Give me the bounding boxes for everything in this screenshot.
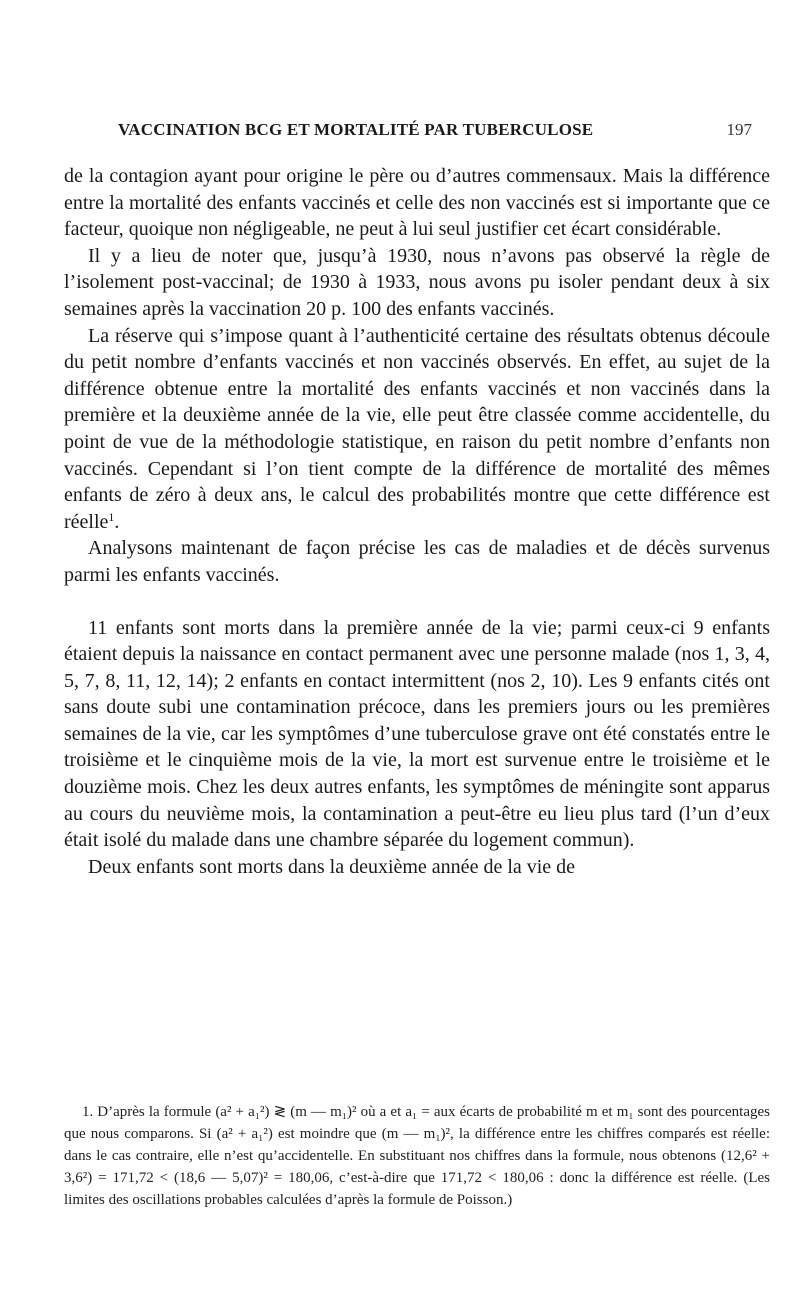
running-title: VACCINATION BCG ET MORTALITÉ PAR TUBERCULOSE bbox=[118, 120, 594, 139]
paragraph-analysis: Analysons maintenant de façon précise les cas de maladies et de décès survenus parmi les enfants vaccinés. bbox=[64, 537, 770, 586]
running-header bbox=[118, 120, 752, 144]
footnote-text: D’après la formule (a² + a₁²) ≷ (m — m₁)² où a et a₁ = aux écarts de probabilité m et m₁ sont des pourcentages que nous comparons. Si (a² + a₁²) est moindre que (m — m₁)², la différence entre les chiffres comparés est réelle: dans le cas contraire, elle n’est qu’accidentelle. En substituant nos chiffres dans la formule, nous obtenons (12,6² + 3,6²) = 171,72 < (18,6 — 5,07)² = 180,06, c’est-à-dire que 171,72 < 180,06 : donc la différence est réelle. (Les limites des oscillations probables calculées d’après la formule de Poisson.) bbox=[64, 1104, 770, 1208]
footnote-number: 1. bbox=[82, 1104, 94, 1120]
paragraph-second-year-deaths: Deux enfants sont morts dans la deuxième année de la vie de bbox=[88, 855, 576, 878]
footnote-reference: 1 bbox=[108, 509, 115, 524]
paragraph-continued: de la contagion ayant pour origine le père ou d’autres commensaux. Mais la différence entre la mortalité des enfants vaccinés et celle des non vaccinés est si importante que ce facteur, quoique non négligeable, ne peut à lui seul justifier cet écart considérable. bbox=[64, 165, 770, 241]
paragraph-reservation-text: La réserve qui s’impose quant à l’authenticité certaine des résultats obtenus découle du petit nombre d’enfants vaccinés et non vaccinés observés. En effet, au sujet de la différence obtenue entre la mortalité des enfants vaccinés et non vaccinés dans la première et la deuxième année de la vie, elle peut être classée comme accidentelle, du point de vue de la méthodologie statistique, en raison du petit nombre d’enfants non vaccinés. Cependant si l’on tient compte de la différence de mortalité des mêmes enfants de zéro à deux ans, le calcul des probabilités montre que cette différence est réelle bbox=[64, 324, 770, 533]
paragraph-first-year-deaths: 11 enfants sont morts dans la première année de la vie; parmi ceux-ci 9 enfants étaient depuis la naissance en contact permanent avec une personne malade (nos 1, 3, 4, 5, 7, 8, 11, 12, 14); 2 enfants en contact intermittent (nos 2, 10). Les 9 enfants cités ont sans doute subi une contamination précoce, dans les premiers jours ou les premières semaines de la vie, car les symptômes d’une tuberculose grave ont été constatés entre le troisième et le cinquième mois de la vie, la mort est survenue entre le troisième et le douzième mois. Chez les deux autres enfants, les symptômes de méningite sont apparus au cours du neuvième mois, la contamination a peut-être eu lieu plus tard (l’un d’eux était isolé du malade dans une chambre séparée du logement commun). bbox=[64, 616, 770, 852]
paragraph-isolation: Il y a lieu de noter que, jusqu’à 1930, nous n’avons pas observé la règle de l’isolement post-vaccinal; de 1930 à 1933, nous avons pu isoler pendant deux à six semaines après la vaccination 20 p. 100 des enfants vaccinés. bbox=[64, 244, 770, 320]
footnote bbox=[64, 1101, 770, 1211]
main-text bbox=[64, 163, 770, 880]
paragraph-reservation: La réserve qui s’impose quant à l’authenticité certaine des résultats obtenus découle du petit nombre d’enfants vaccinés et non vaccinés observés. En effet, au sujet de la différence obtenue entre la mortalité des enfants vaccinés et non vaccinés dans la première et la deuxième année de la vie, elle peut être classée comme accidentelle, du point de vue de la méthodologie statistique, en raison du petit nombre d’enfants non vaccinés. Cependant si l’on tient compte de la différence de mortalité des mêmes enfants de zéro à deux ans, le calcul des probabilités montre que cette différence est réelle$^1$. bbox=[64, 324, 770, 533]
page-number: 197 bbox=[726, 120, 752, 139]
